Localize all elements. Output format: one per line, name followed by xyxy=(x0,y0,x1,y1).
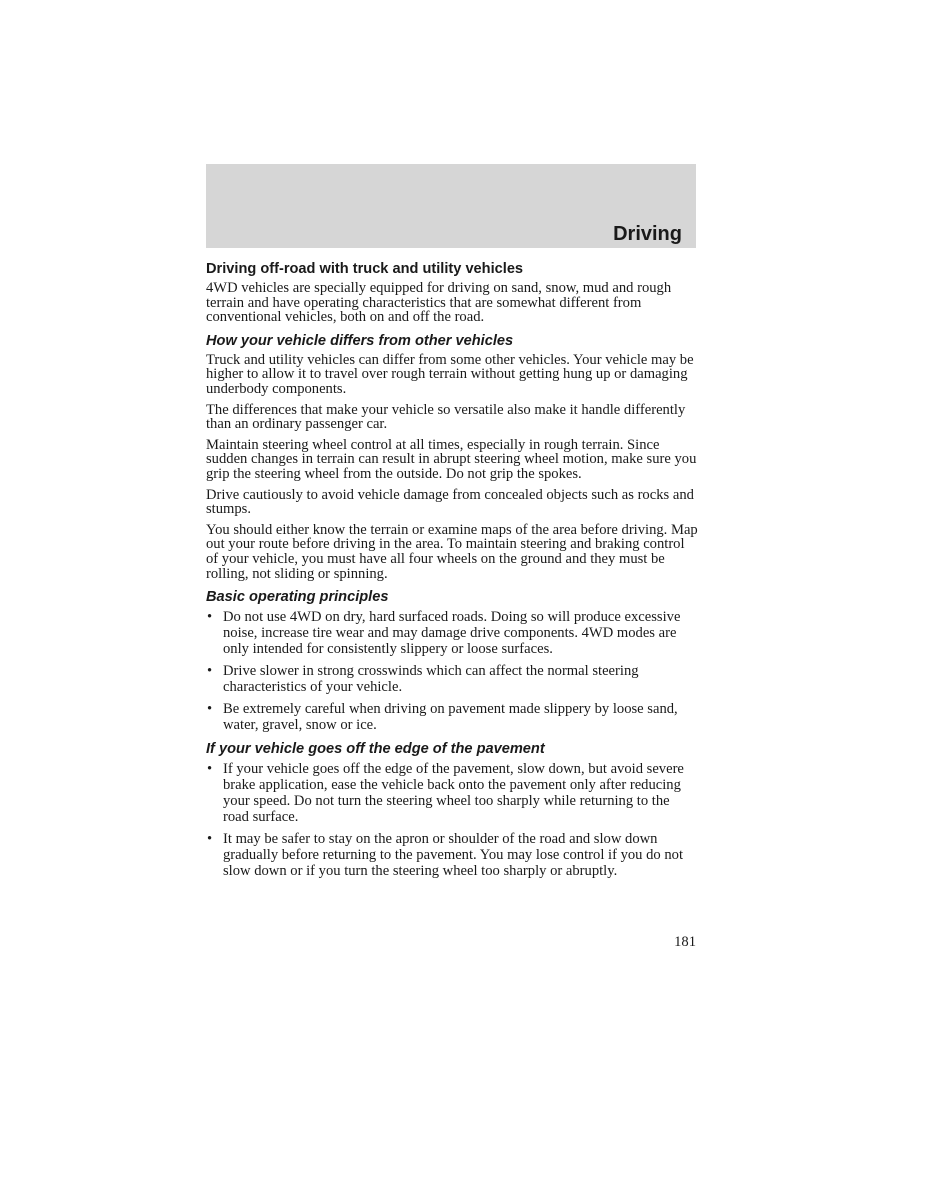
list-item xyxy=(206,761,698,825)
chapter-title: Driving xyxy=(613,223,682,245)
pavement-list xyxy=(206,761,698,879)
bullet-marker: • xyxy=(207,609,213,626)
differs-paragraph: You should either know the terrain or examine maps of the area before driving. Map out your route before driving in the area. To maintain steering and braking control of your vehicle, you must have all four wheels on the ground and they must be rolling, not sliding or spinning. xyxy=(206,521,698,582)
differs-paragraph: The differences that make your vehicle so versatile also make it handle differently than an ordinary passenger car. xyxy=(206,401,686,433)
principles-list xyxy=(206,609,698,733)
list-item xyxy=(206,831,698,879)
list-item-text: Be extremely careful when driving on pavement made slippery by loose sand, water, gravel, snow or ice. xyxy=(223,701,678,734)
section-intro: 4WD vehicles are specially equipped for driving on sand, snow, mud and rough terrain and have operating characteristics that are somewhat different from conventional vehicles, both on and off the road. xyxy=(206,280,672,326)
differs-heading: How your vehicle differs from other vehicles xyxy=(206,332,514,349)
list-item-text: It may be safer to stay on the apron or shoulder of the road and slow down gradually before returning to the pavement. You may lose control if you do not slow down or if you turn the steering wheel too sharply or abruptly. xyxy=(223,831,684,880)
list-item-text: Drive slower in strong crosswinds which can affect the normal steering characteristics of your vehicle. xyxy=(223,663,639,696)
list-item xyxy=(206,663,698,695)
bullet-marker: • xyxy=(207,761,213,778)
differs-paragraph: Maintain steering wheel control at all times, especially in rough terrain. Since sudden changes in terrain can result in abrupt steering wheel motion, make sure you grip the steering wheel from the outside. Do not grip the spokes. xyxy=(206,436,697,482)
list-item-text: Do not use 4WD on dry, hard surfaced roads. Doing so will produce excessive noise, increase tire wear and may damage drive components. 4WD modes are only intended for consistently slippery or loose surfaces. xyxy=(223,609,681,658)
page-content xyxy=(206,260,698,885)
list-item xyxy=(206,609,698,657)
principles-heading: Basic operating principles xyxy=(206,589,389,606)
page-number: 181 xyxy=(674,934,696,950)
pavement-heading: If your vehicle goes off the edge of the pavement xyxy=(206,741,545,758)
differs-paragraph: Drive cautiously to avoid vehicle damage from concealed objects such as rocks and stumps. xyxy=(206,486,694,518)
list-item xyxy=(206,701,698,733)
differs-paragraph: Truck and utility vehicles can differ from some other vehicles. Your vehicle may be higher to allow it to travel over rough terrain without getting hung up or damaging underbody components. xyxy=(206,351,694,397)
section-heading: Driving off-road with truck and utility vehicles xyxy=(206,261,524,277)
list-item-text: If your vehicle goes off the edge of the pavement, slow down, but avoid severe brake application, ease the vehicle back onto the pavement only after reducing your speed. Do not turn the steering wheel too sharply while returning to the road surface. xyxy=(223,761,684,826)
bullet-marker: • xyxy=(207,701,213,718)
bullet-marker: • xyxy=(207,831,213,848)
chapter-header-band xyxy=(206,164,696,248)
bullet-marker: • xyxy=(207,663,213,680)
